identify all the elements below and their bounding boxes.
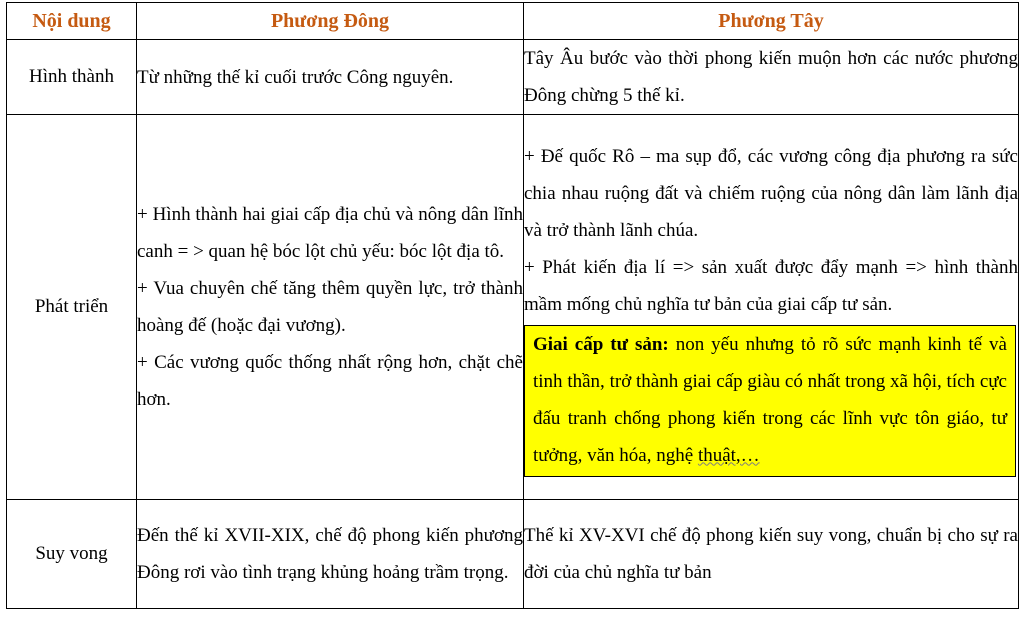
cell-decline-west [524,500,1019,609]
table-header-row [7,3,1019,40]
cell-formation-west [524,40,1019,115]
formation-west-text: Tây Âu bước vào thời phong kiến muộn hơn các nước phương Đông chừng 5 thế kỉ. [524,48,1018,106]
development-east-point-3: + Các vương quốc thống nhất rộng hơn, chặt chẽ hơn. [137,352,523,410]
formation-east-text: Từ những thế kỉ cuối trước Công nguyên. [137,66,454,88]
table-row-formation [7,40,1019,115]
development-east-point-2: + Vua chuyên chế tăng thêm quyền lực, trở thành hoàng đế (hoặc đại vương). [137,278,523,336]
table-row-development [7,115,1019,500]
header-phuong-tay: Phương Tây [524,3,1019,40]
table-row-decline [7,500,1019,609]
decline-west-text: Thế kỉ XV-XVI chế độ phong kiến suy vong, chuẩn bị cho sự ra đời của chủ nghĩa tư bản [524,525,1018,583]
row-label-development: Phát triển [7,115,137,500]
decline-east-text: Đến thế kỉ XVII-XIX, chế độ phong kiến phương Đông rơi vào tình trạng khủng hoảng trầm trọng. [137,525,523,583]
row-label-formation: Hình thành [7,40,137,115]
cell-development-east [137,115,524,500]
development-west-point-2: + Phát kiến địa lí => sản xuất được đẩy mạnh => hình thành mầm mống chủ nghĩa tư bản của giai cấp tư sản. [524,256,1018,315]
highlight-text: non yếu nhưng tỏ rõ sức mạnh kinh tế và tinh thần, trở thành giai cấp giàu có nhất trong xã hội, tích cực đấu tranh chống phong kiến trong các lĩnh vực tôn giáo, tư tưởng, văn hóa, nghệ [533,333,1007,466]
header-phuong-dong: Phương Đông [137,3,524,40]
cell-formation-east [137,40,524,115]
bourgeoisie-highlight-box [524,325,1016,477]
cell-development-west [524,115,1019,500]
comparison-table [6,2,1019,609]
row-label-decline: Suy vong [7,500,137,609]
cell-decline-east [137,500,524,609]
development-west-point-1: + Đế quốc Rô – ma sụp đổ, các vương công địa phương ra sức chia nhau ruộng đất và chiếm ruộng của nông dân làm lãnh địa và trở thành lãnh chúa. [524,145,1018,241]
highlight-tail: thuật,… [697,444,760,466]
development-east-point-1: + Hình thành hai giai cấp địa chủ và nông dân lĩnh canh = > quan hệ bóc lột chủ yếu: bóc lột địa tô. [137,204,523,262]
header-noi-dung: Nội dung [7,3,137,40]
highlight-term: Giai cấp tư sản: [533,333,669,355]
